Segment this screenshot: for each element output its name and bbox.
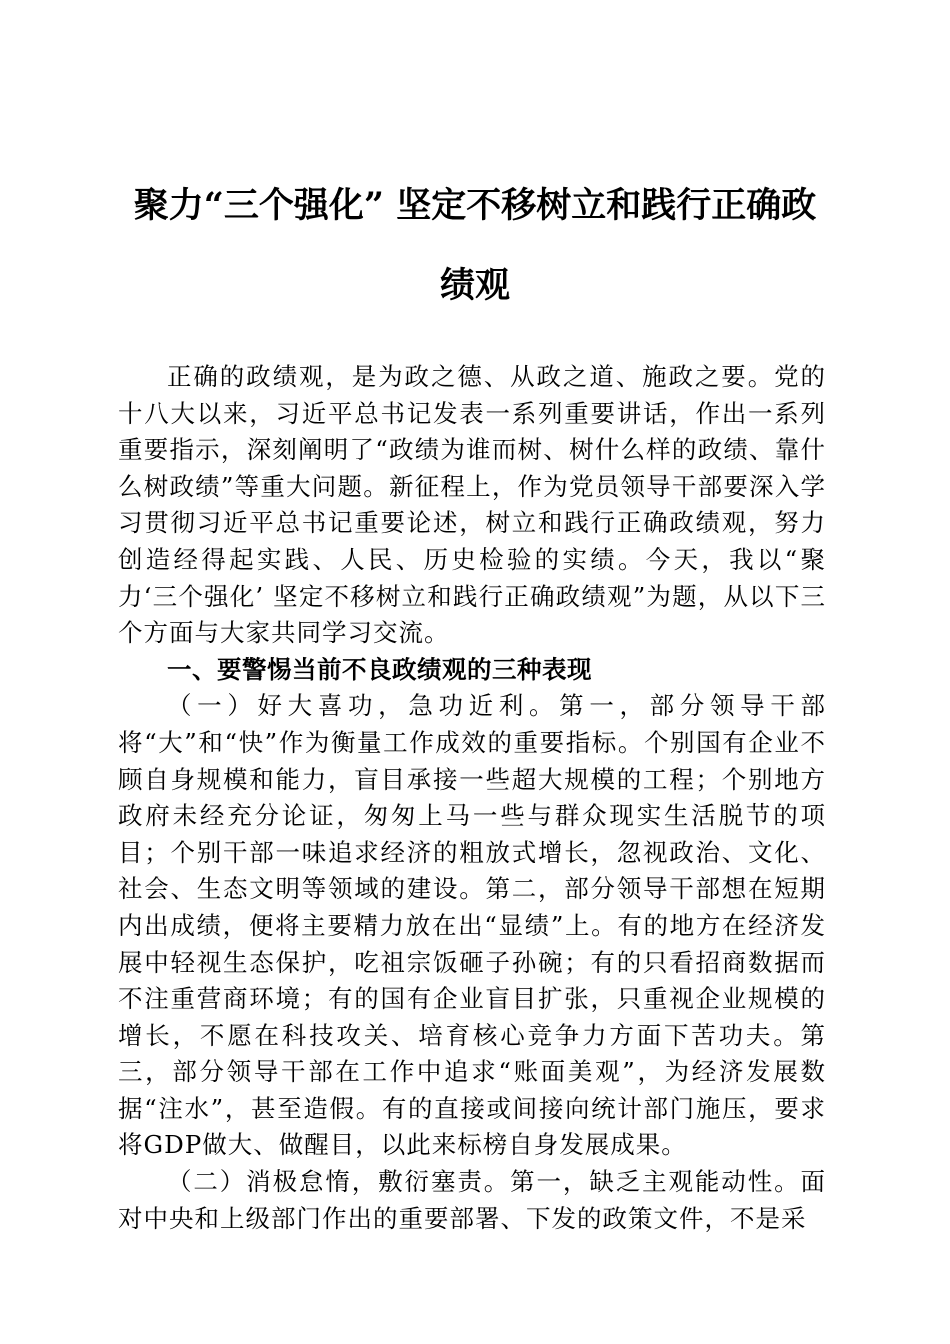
subsection-paragraph-2: （二）消极怠惰，敷衍塞责。第一，缺乏主观能动性。面对中央和上级部门作出的重要部署、下发的政策文件，不是采 [118,1167,826,1233]
document-title: 聚力“三个强化” 坚定不移树立和践行正确政绩观 [133,185,817,306]
document-body [118,359,826,1237]
subsection-paragraph-1: （一）好大喜功，急功近利。第一，部分领导干部将“大”和“快”作为衡量工作成效的重要指标。个别国有企业不顾自身规模和能力，盲目承接一些超大规模的工程；个别地方政府未经充分论证，匆匆上马一些与群众现实生活脱节的项目；个别干部一味追求经济的粗放式增长，忽视政治、文化、社会、生态文明等领域的建设。第二，部分领导干部想在短期内出成绩，便将主要精力放在出“显绩”上。有的地方在经济发展中轻视生态保护，吃祖宗饭砸子孙碗；有的只看招商数据而不注重营商环境；有的国有企业盲目扩张，只重视企业规模的增长，不愿在科技攻关、培育核心竞争力方面下苦功夫。第三，部分领导干部在工作中追求“账面美观”，为经济发展数据“注水”，甚至造假。有的直接或间接向统计部门施压，要求将GDP做大、做醒目，以此来标榜自身发展成果。 [118,691,826,1160]
section-heading-1: 一、要警惕当前不良政绩观的三种表现 [167,654,592,684]
intro-paragraph: 正确的政绩观，是为政之德、从政之道、施政之要。党的十八大以来，习近平总书记发表一系列重要讲话，作出一系列重要指示，深刻阐明了“政绩为谁而树、树什么样的政绩、靠什么树政绩”等重大问题。新征程上，作为党员领导干部要深入学习贯彻习近平总书记重要论述，树立和践行正确政绩观，努力创造经得起实践、人民、历史检验的实绩。今天，我以“聚力‘三个强化’ 坚定不移树立和践行正确政绩观”为题，从以下三个方面与大家共同学习交流。 [118,362,826,648]
